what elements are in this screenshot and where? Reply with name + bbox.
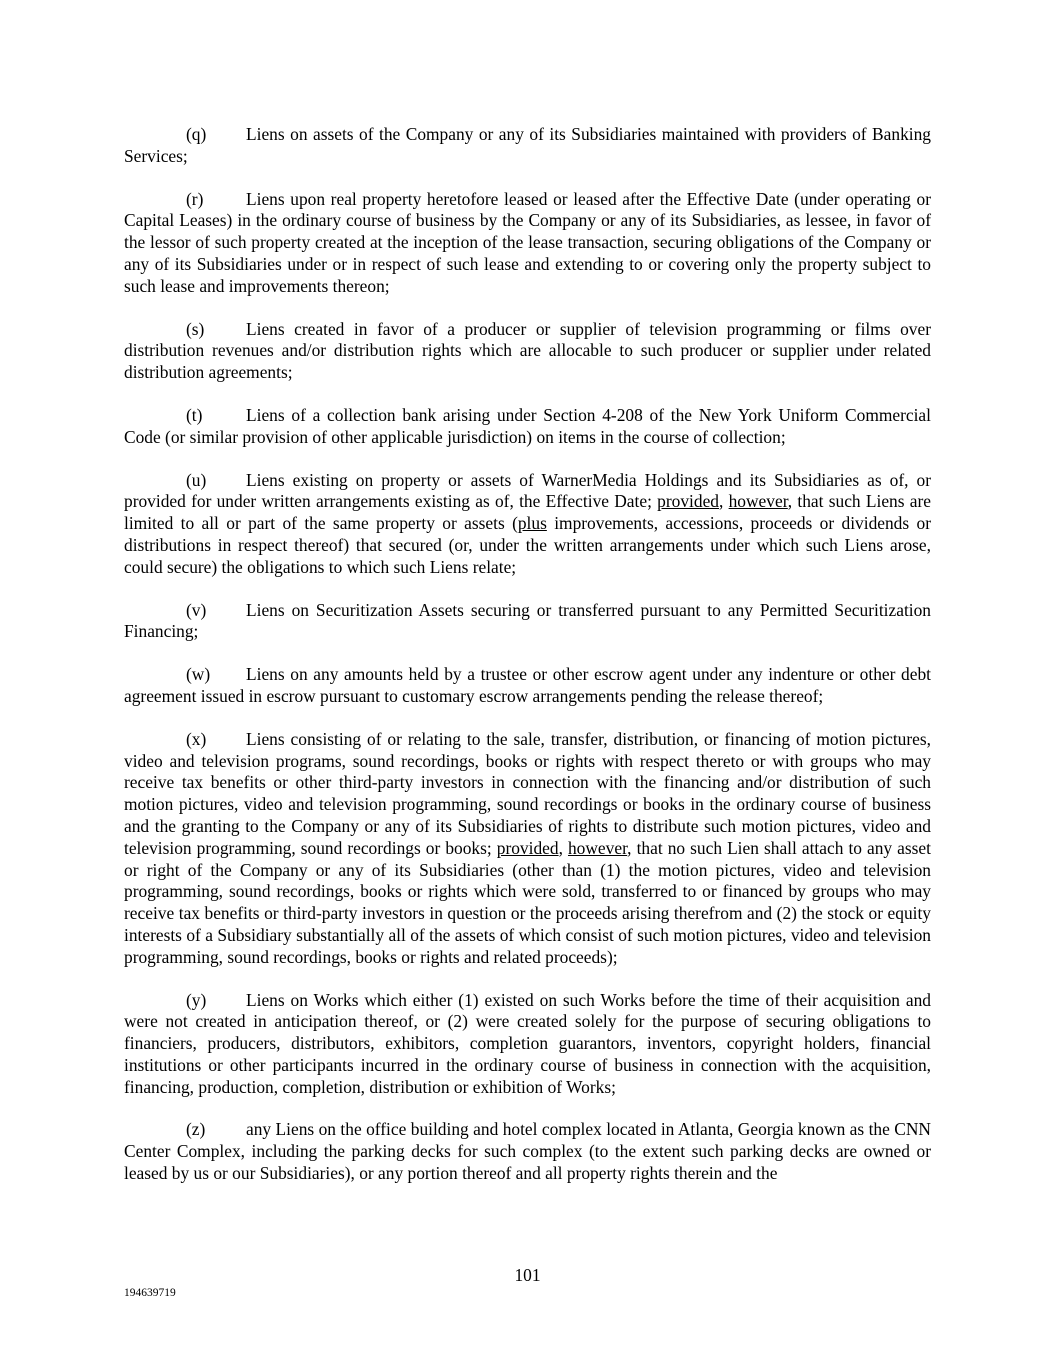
clause-label: (w) xyxy=(186,664,211,685)
clause-text: Liens existing on property or assets of WarnerMedia Holdings and its Subsidiaries as of, or provided for under written arrangements existing as of, the Effective Date; xyxy=(124,469,931,512)
clause-label: (t) xyxy=(186,404,203,425)
document-body xyxy=(124,124,931,1206)
clause-text: Liens on Securitization Assets securing or transferred pursuant to any Permitted Securitization Financing; xyxy=(124,599,931,642)
clause-t xyxy=(124,405,931,449)
clause-text: Liens on Works which either (1) existed on such Works before the time of their acquisition and were not created in anticipation thereof, or (2) were created solely for the purpose of securing obligations to financiers, producers, distributors, exhibitors, completion guarantors, inventors, copyright holders, financial institutions or other participants incurred in the ordinary course of business in connection with the acquisition, financing, production, completion, distribution or exhibition of Works; xyxy=(124,989,931,1097)
clause-text: , xyxy=(719,491,729,512)
clause-label: (r) xyxy=(186,188,204,209)
clause-s xyxy=(124,319,931,384)
clause-text: Liens on assets of the Company or any of its Subsidiaries maintained with providers of Banking Services; xyxy=(124,124,931,166)
provided-term: provided xyxy=(657,491,719,512)
clause-text: improvements, accessions, proceeds or dividends or distributions in respect thereof) that secured (or, under the written arrangements under which such Liens arose, could secure) the obligations to which such Liens relate; xyxy=(124,513,931,577)
plus-term: plus xyxy=(517,513,547,534)
clause-label: (v) xyxy=(186,599,207,620)
clause-text: , that no such Lien shall attach to any asset or right of the Company or any of its Subsidiaries (other than (1) the motion pictures, video and television programming, sound recordings, books or rights which were sold, transferred to or financed by groups who may receive tax benefits or third-party investors in question or the proceeds arising therefrom and (2) the stock or equity interests of a Subsidiary substantially all of the assets of which consist of such motion pictures, video and television programming, sound recordings, books or rights and related proceeds); xyxy=(124,837,931,967)
provided-term: provided xyxy=(496,837,559,858)
clause-text: Liens upon real property heretofore leased or leased after the Effective Date (under operating or Capital Leases) in the ordinary course of business by the Company or any of its Subsidiaries, as lessee, in favor of the lessor of such property created at the inception of the lease transaction, securing obligations of the Company or any of its Subsidiaries under or in respect of such lease and extending to or covering only the property subject to such lease and improvements thereon; xyxy=(124,188,931,296)
clause-y xyxy=(124,990,931,1099)
however-term: however xyxy=(728,491,788,512)
clause-q xyxy=(124,124,931,168)
clause-text: Liens of a collection bank arising under Section 4-208 of the New York Uniform Commercial Code (or similar provision of other applicable jurisdiction) on items in the course of collection; xyxy=(124,404,931,447)
clause-text: Liens created in favor of a producer or supplier of television programming or films over distribution revenues and/or distribution rights which are allocable to such producer or supplier under related distribution agreements; xyxy=(124,318,931,383)
clause-x xyxy=(124,729,931,969)
clause-text: , that such Liens are limited to all or part of the same property or assets ( xyxy=(124,491,931,534)
clause-label: (q) xyxy=(186,124,207,144)
clause-text: , xyxy=(558,837,568,858)
clause-v xyxy=(124,600,931,644)
clause-label: (z) xyxy=(186,1119,206,1140)
clause-u xyxy=(124,470,931,579)
clause-label: (x) xyxy=(186,728,207,749)
clause-label: (s) xyxy=(186,318,205,339)
clause-text: Liens consisting of or relating to the sale, transfer, distribution, or financing of motion pictures, video and television programs, sound recordings, books or rights with respect thereto or with groups who may receive tax benefits or other third-party investors in connection with the financing and/or distribution of such motion pictures, video and television programming, sound recordings or books in the ordinary course of business and the granting to the Company or any of its Subsidiaries of rights to distribute such motion pictures, video and television programming, sound recordings or books; xyxy=(124,728,931,858)
clause-text: Liens on any amounts held by a trustee or other escrow agent under any indenture or other debt agreement issued in escrow pursuant to customary escrow arrangements pending the release thereof; xyxy=(124,664,931,706)
clause-r xyxy=(124,189,931,298)
page-number: 101 xyxy=(514,1265,541,1285)
clause-text: any Liens on the office building and hotel complex located in Atlanta, Georgia known as the CNN Center Complex, including the parking decks for such complex (to the extent such parking decks are owned or leased by us or our Subsidiaries), or any portion thereof and all property rights therein and the xyxy=(124,1119,931,1184)
clause-label: (y) xyxy=(186,989,207,1010)
however-term: however xyxy=(567,837,628,858)
clause-w xyxy=(124,664,931,708)
document-id: 194639719 xyxy=(124,1287,176,1299)
clause-label: (u) xyxy=(186,469,207,490)
clause-z xyxy=(124,1119,931,1184)
